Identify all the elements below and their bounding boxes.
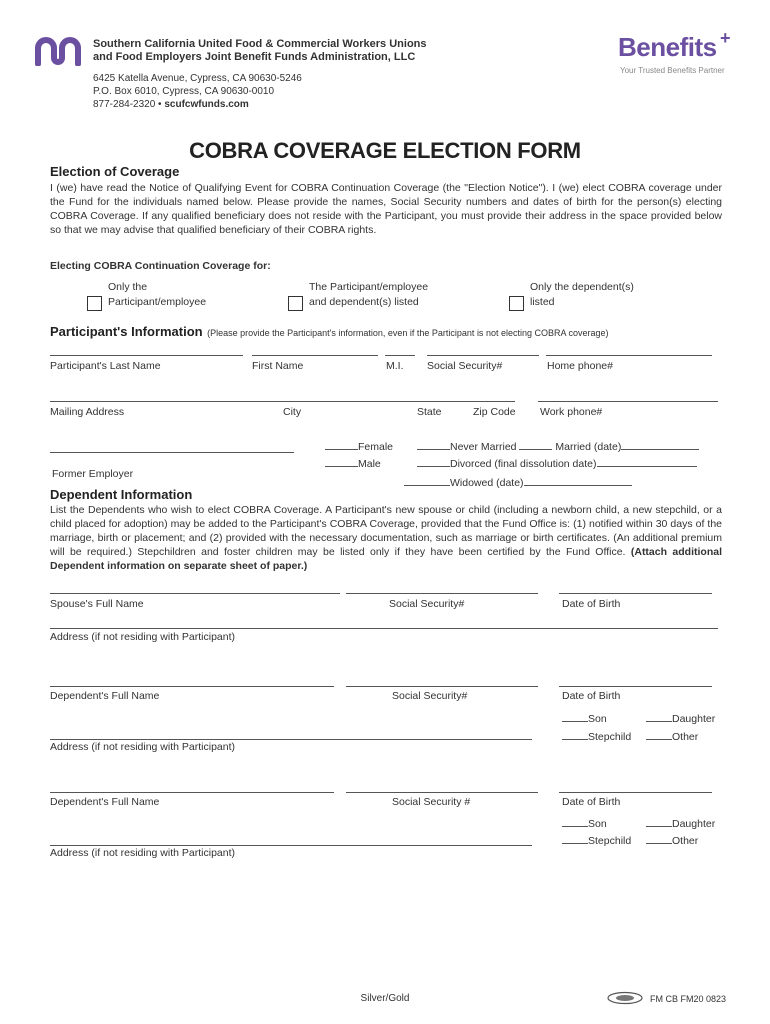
spouse-address-label: Address (if not residing with Participant) xyxy=(50,631,235,643)
dependent1-dob-label: Date of Birth xyxy=(562,690,621,702)
dependent1-name-field[interactable] xyxy=(50,686,334,687)
mailing-address-field[interactable] xyxy=(50,401,515,402)
dependent1-dob-field[interactable] xyxy=(559,686,712,687)
mailing-address-label: Mailing Address xyxy=(50,406,125,418)
union-logo-icon xyxy=(34,34,86,66)
dependent1-stepchild-option[interactable]: Stepchild xyxy=(562,729,631,743)
plus-icon: + xyxy=(720,28,731,48)
electing-label: Electing COBRA Continuation Coverage for: xyxy=(50,260,271,272)
dependent1-address-field[interactable] xyxy=(50,739,532,740)
dependent1-other-option[interactable]: Other xyxy=(646,729,698,743)
form-title: COBRA COVERAGE ELECTION FORM xyxy=(189,138,581,163)
option-dependents-label: Only the dependent(s) listed xyxy=(530,281,634,308)
mi-field[interactable] xyxy=(385,355,415,356)
work-phone-label: Work phone# xyxy=(540,406,603,418)
option-participant-dependents-label: The Participant/employee and dependent(s) listed xyxy=(309,281,429,308)
organization-name: Southern California United Food & Commercial Workers Unions and Food Employers Joint Benefit Funds Administration, LLC xyxy=(93,38,427,63)
dependent1-name-label: Dependent's Full Name xyxy=(50,690,160,702)
dependent2-other-option[interactable]: Other xyxy=(646,833,698,847)
spouse-name-field[interactable] xyxy=(50,593,340,594)
home-phone-field[interactable] xyxy=(546,355,712,356)
dependent2-son-option[interactable]: Son xyxy=(562,816,607,830)
benefits-logo: Benefits xyxy=(618,32,717,62)
dependent-text: List the Dependents who wish to elect COBRA Coverage. A Participant's new spouse or child (including a newborn child, a new stepchild, or a child placed for adoption) may be added to the Participant's COBRA Coverage, provided that the Fund Office is: (1) notified within 30 days of the marriage, birth or placement; and (2) provided with the necessary documentation, such as marriage or birth certificates. (An additional premium will be required.) Stepchildren and foster children may be listed only if they have been certified by the Fund Office. (Attach additional Dependent information on separate sheet of paper.) xyxy=(50,504,722,572)
form-code: FM CB FM20 0823 xyxy=(650,994,727,1004)
brand-tagline: Your Trusted Benefits Partner xyxy=(620,66,725,75)
dependent1-address-label: Address (if not residing with Participant) xyxy=(50,741,235,753)
never-married-option[interactable]: Never Married Married (date) xyxy=(417,439,699,453)
footer-plan-name: Silver/Gold xyxy=(360,993,410,1004)
first-name-label: First Name xyxy=(252,360,304,372)
dependent2-dob-field[interactable] xyxy=(559,792,712,793)
election-heading: Election of Coverage xyxy=(50,164,180,179)
website-link[interactable]: scufcwfunds.com xyxy=(164,99,249,110)
zip-label: Zip Code xyxy=(473,406,516,418)
option-participant-dependents-checkbox[interactable] xyxy=(288,296,303,311)
dependent-heading: Dependent Information xyxy=(50,487,193,502)
divorced-option[interactable]: Divorced (final dissolution date) xyxy=(417,456,697,470)
last-name-label: Participant's Last Name xyxy=(50,360,161,372)
spouse-dob-field[interactable] xyxy=(559,593,712,594)
dependent2-ssn-field[interactable] xyxy=(346,792,538,793)
election-text: I (we) have read the Notice of Qualifying Event for COBRA Continuation Coverage (the "Election Notice"). I (we) elect COBRA coverage under the Fund for the individuals named below. Please provide the names, Social Security numbers and dates of birth for the person(s) electing COBRA Coverage. If any qualified beneficiary does not reside with the Participant, you must provide their address in the space provided below so that we may advise that qualified beneficiary of their COBRA rights. xyxy=(50,182,722,236)
widowed-option[interactable]: Widowed (date) xyxy=(404,475,632,489)
former-employer-label: Former Employer xyxy=(52,468,134,480)
option-dependents-checkbox[interactable] xyxy=(509,296,524,311)
dependent2-dob-label: Date of Birth xyxy=(562,796,621,808)
dependent2-stepchild-option[interactable]: Stepchild xyxy=(562,833,631,847)
dependent2-address-field[interactable] xyxy=(50,845,532,846)
work-phone-field[interactable] xyxy=(538,401,718,402)
dependent1-ssn-field[interactable] xyxy=(346,686,538,687)
ssn-field[interactable] xyxy=(427,355,539,356)
state-label: State xyxy=(417,406,442,418)
participant-heading: Participant's Information xyxy=(50,324,203,339)
participant-heading-row xyxy=(50,323,609,341)
dependent2-daughter-option[interactable]: Daughter xyxy=(646,816,715,830)
mi-label: M.I. xyxy=(386,360,404,372)
female-option[interactable]: Female xyxy=(325,439,393,453)
dependent1-daughter-option[interactable]: Daughter xyxy=(646,711,715,725)
first-name-field[interactable] xyxy=(252,355,378,356)
spouse-dob-label: Date of Birth xyxy=(562,598,621,610)
option-participant-label: Only the Participant/employee xyxy=(108,281,207,308)
dependent2-ssn-label: Social Security # xyxy=(392,796,471,808)
organization-address: 6425 Katella Avenue, Cypress, CA 90630-5246 P.O. Box 6010, Cypress, CA 90630-0010 877-284-2320 • scufcwfunds.com xyxy=(93,73,302,110)
option-participant-checkbox[interactable] xyxy=(87,296,102,311)
union-bug-icon xyxy=(606,991,644,1005)
ssn-label: Social Security# xyxy=(427,360,503,372)
participant-note: (Please provide the Participant's information, even if the Participant is not electing COBRA coverage) xyxy=(207,328,609,338)
spouse-ssn-label: Social Security# xyxy=(389,598,465,610)
spouse-ssn-field[interactable] xyxy=(346,593,538,594)
dependent1-ssn-label: Social Security# xyxy=(392,690,468,702)
dependent1-son-option[interactable]: Son xyxy=(562,711,607,725)
last-name-field[interactable] xyxy=(50,355,243,356)
former-employer-field[interactable] xyxy=(50,452,294,453)
male-option[interactable]: Male xyxy=(325,456,381,470)
dependent2-name-field[interactable] xyxy=(50,792,334,793)
dependent2-address-label: Address (if not residing with Participant) xyxy=(50,847,235,859)
spouse-address-field[interactable] xyxy=(50,628,718,629)
spouse-name-label: Spouse's Full Name xyxy=(50,598,144,610)
city-label: City xyxy=(283,406,302,418)
home-phone-label: Home phone# xyxy=(547,360,613,372)
dependent2-name-label: Dependent's Full Name xyxy=(50,796,160,808)
